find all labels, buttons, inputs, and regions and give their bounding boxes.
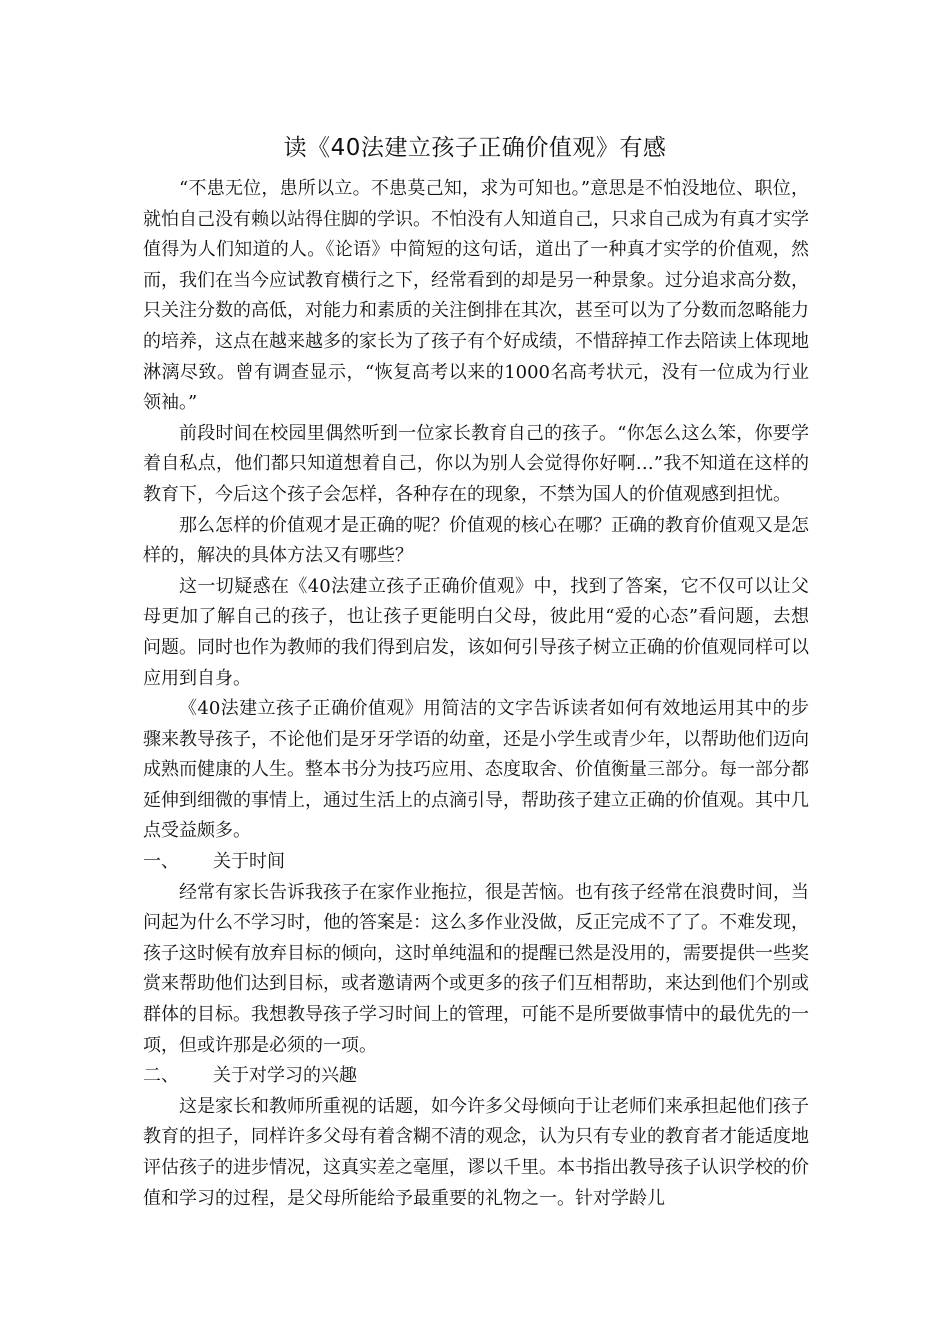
section-number: 二、 xyxy=(143,1065,179,1087)
section-number: 一、 xyxy=(143,851,179,873)
section-heading xyxy=(143,847,809,878)
body-paragraph: 那么怎样的价值观才是正确的呢？价值观的核心在哪？正确的教育价值观又是怎样的，解决的具体方法又有哪些？ xyxy=(143,514,809,567)
section-title: 关于时间 xyxy=(213,851,285,873)
body-paragraph: 这是家长和教师所重视的话题，如今许多父母倾向于让老师们来承担起他们孩子教育的担子，同样许多父母有着含糊不清的观念，认为只有专业的教育者才能适度地评估孩子的进步情况，这真实差之毫厘，谬以千里。本书指出教导孩子认识学校的价值和学习的过程，是父母所能给予最重要的礼物之一。针对学龄儿 xyxy=(143,1095,809,1209)
section-title: 关于对学习的兴趣 xyxy=(213,1065,357,1087)
body-paragraph: 经常有家长告诉我孩子在家作业拖拉，很是苦恼。也有孩子经常在浪费时间，当问起为什么不学习时，他的答案是：这么多作业没做，反正完成不了了。不难发现，孩子这时候有放弃目标的倾向，这时单纯温和的提醒已然是没用的，需要提供一些奖赏来帮助他们达到目标，或者邀请两个或更多的孩子们互相帮助，来达到他们个别或群体的目标。我想教导孩子学习时间上的管理，可能不是所要做事情中的最优先的一项，但或许那是必须的一项。 xyxy=(143,881,809,1056)
body-paragraph: 《40法建立孩子正确价值观》用简洁的文字告诉读者如何有效地运用其中的步骤来教导孩子，不论他们是牙牙学语的幼童，还是小学生或青少年，以帮助他们迈向成熟而健康的人生。整本书分为技巧应用、态度取舍、价值衡量三部分。每一部分都延伸到细微的事情上，通过生活上的点滴引导，帮助孩子建立正确的价值观。其中几点受益颇多。 xyxy=(143,698,809,842)
body-paragraph: 这一切疑惑在《40法建立孩子正确价值观》中，找到了答案，它不仅可以让父母更加了解自己的孩子，也让孩子更能明白父母，彼此用“爱的心态”看问题，去想问题。同时也作为教师的我们得到启发，该如何引导孩子树立正确的价值观同样可以应用到自身。 xyxy=(143,575,809,689)
body-paragraph: 前段时间在校园里偶然听到一位家长教育自己的孩子。“你怎么这么笨，你要学着自私点，他们都只知道想着自己，你以为别人会觉得你好啊…”我不知道在这样的教育下，今后这个孩子会怎样，各种存在的现象，不禁为国人的价值观感到担忧。 xyxy=(143,422,809,505)
document-title: 读《40法建立孩子正确价值观》有感 xyxy=(283,135,667,161)
document-body xyxy=(143,174,809,1214)
section-heading xyxy=(143,1061,809,1092)
body-paragraph: “不患无位，患所以立。不患莫己知，求为可知也。”意思是不怕没地位、职位，就怕自己没有赖以站得住脚的学识。不怕没有人知道自己，只求自己成为有真才实学值得为人们知道的人。《论语》中简短的这句话，道出了一种真才实学的价值观，然而，我们在当今应试教育横行之下，经常看到的却是另一种景象。过分追求高分数，只关注分数的高低，对能力和素质的关注倒排在其次，甚至可以为了分数而忽略能力的培养，这点在越来越多的家长为了孩子有个好成绩，不惜辞掉工作去陪读上体现地淋漓尽致。曾有调查显示，“恢复高考以来的1000名高考状元，没有一位成为行业领袖。” xyxy=(143,178,809,414)
